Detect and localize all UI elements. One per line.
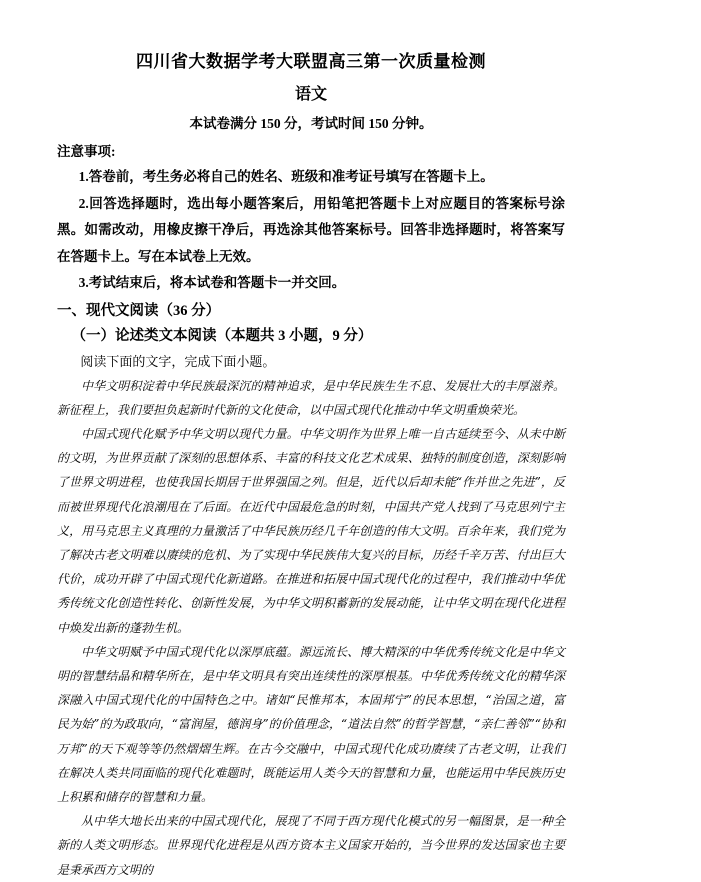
exam-score-time-info: 本试卷满分 150 分，考试时间 150 分钟。 [189,116,433,131]
subsection-heading-argumentative-text: （一）论述类文本阅读（本题共 3 小题，9 分） [71,327,373,344]
exam-title: 四川省大数据学考大联盟高三第一次质量检测 [136,52,486,71]
section-heading-modern-text-reading: 一、现代文阅读（36 分） [57,302,221,319]
passage-paragraph-1: 中华文明积淀着中华民族最深沉的精神追求，是中华民族生生不息、发展壮大的丰厚滋养。新征程上，我们要担负起新时代新的文化使命，以中国式现代化推动中华文明重焕荣光。 [57,378,565,417]
passage-paragraph-3: 中华文明赋予中国式现代化以深厚底蕴。源远流长、博大精深的中华优秀传统文化是中华文明的智慧结晶和精华所在，是中华文明具有突出连续性的深厚根基。中华优秀传统文化的精华深深融入中国式现代化的中国特色之中。诸如“民惟邦本，本固邦宁”的民本思想，“治国之道，富民为始”的为政取向，“富润屋，德润身”的价值理念，“道法自然”的哲学智慧，“亲仁善邻”“协和万邦”的天下观等等仍然熠熠生辉。在古今交融中，中国式现代化成功赓续了古老文明，让我们在解决人类共同面临的现代化难题时，既能运用人类今天的智慧和力量，也能运用中华民族历史上积累和储存的智慧和力量。 [57,644,565,804]
notice-heading: 注意事项: [57,144,116,159]
passage-paragraph-4: 从中华大地长出来的中国式现代化，展现了不同于西方现代化模式的另一幅图景，是一种全新的人类文明形态。世界现代化进程是从西方资本主义国家开始的，当今世界的发达国家也主要是秉承西方文明的 [57,814,565,877]
exam-subject: 语文 [294,86,327,103]
notice-item-3: 3.考试结束后，将本试卷和答题卡一并交回。 [78,275,346,290]
reading-instruction: 阅读下面的文字，完成下面小题。 [80,353,276,369]
notice-item-1: 1.答卷前，考生务必将自己的姓名、班级和准考证号填写在答题卡上。 [78,169,494,184]
notice-item-2: 2.回答选择题时，选出每小题答案后，用铅笔把答题卡上对应题目的答案标号涂黑。如需改动，用橡皮擦干净后，再选涂其他答案标号。回答非选择题时，将答案写在答题卡上。写在本试卷上无效。 [57,195,565,264]
exam-paper-page [57,0,565,882]
passage-paragraph-2: 中国式现代化赋予中华文明以现代力量。中华文明作为世界上唯一自古延续至今、从未中断的文明，为世界贡献了深刻的思想体系、丰富的科技文化艺术成果、独特的制度创造，深刻影响了世界文明进程，也使我国长期居于世界强国之列。但是，近代以后却未能“作并世之先进”，反而被世界现代化浪潮甩在了后面。在近代中国最危急的时刻，中国共产党人找到了马克思列宁主义，用马克思主义真理的力量激活了中华民族历经几千年创造的伟大文明。百余年来，我们党为了解决古老文明难以赓续的危机、为了实现中华民族伟大复兴的目标，历经千辛万苦、付出巨大代价，成功开辟了中国式现代化新道路。在推进和拓展中国式现代化的过程中，我们推动中华优秀传统文化创造性转化、创新性发展，为中华文明积蓄新的发展动能，让中华文明在现代化进程中焕发出新的蓬勃生机。 [57,426,565,635]
